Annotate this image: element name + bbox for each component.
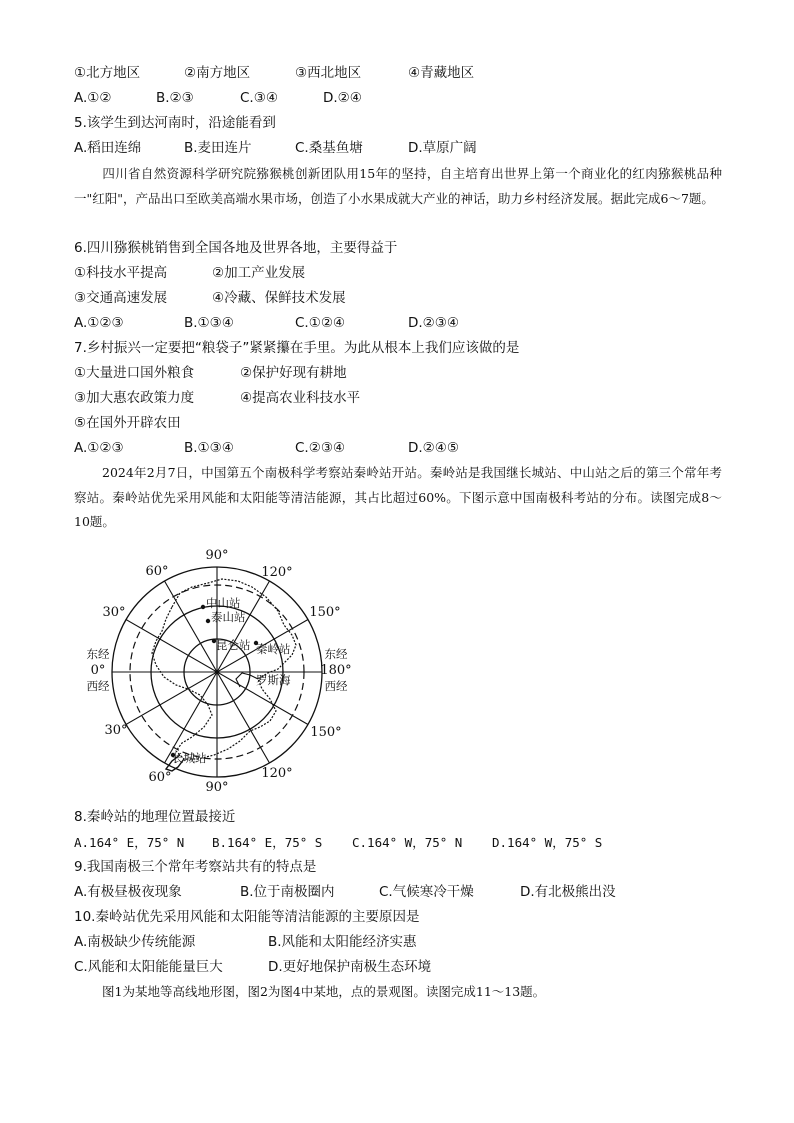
east-label-right: 东经 [324, 647, 348, 661]
lon-label-30-top: 30° [102, 605, 126, 620]
q9-choice-a: A.有极昼极夜现象 [74, 884, 182, 900]
q5-choice-a: A.稻田连绵 [74, 140, 142, 156]
q4-item-2: ②南方地区 [184, 65, 251, 81]
q7-choice-c: C.②③④ [295, 440, 346, 456]
east-label-left: 东经 [86, 647, 110, 661]
q9-choice-c: C.气候寒冷干燥 [379, 884, 474, 900]
q8-choice-c: C.164° W，75° N [352, 835, 463, 850]
taishan-station-label: 泰山站 [211, 610, 246, 624]
q9-stem: 9.我国南极三个常年考察站共有的特点是 [74, 859, 317, 875]
q4-choice-a: A.①② [74, 90, 112, 106]
west-label-right: 西经 [324, 679, 348, 693]
lon-label-60-bottom: 60° [148, 770, 172, 785]
lon-label-0: 0° [90, 663, 106, 678]
q10-choice-b: B.风能和太阳能经济实惠 [268, 934, 417, 950]
q4-choice-d: D.②④ [323, 90, 362, 106]
ross-sea-label: 罗斯海 [256, 673, 291, 687]
q5-stem: 5.该学生到达河南时，沿途能看到 [74, 115, 276, 131]
lon-label-90-bottom: 90° [205, 780, 229, 795]
q7-item-1: ①大量进口国外粮食 [74, 365, 195, 381]
q5-choice-d: D.草原广阔 [408, 140, 477, 156]
q6-item-1: ①科技水平提高 [74, 265, 168, 281]
q6-item-4: ④冷藏、保鲜技术发展 [212, 290, 346, 306]
q9-choice-d: D.有北极熊出没 [520, 884, 616, 900]
q7-item-4: ④提高农业科技水平 [240, 390, 361, 406]
q6-choice-c: C.①②④ [295, 315, 346, 331]
q4-item-1: ①北方地区 [74, 65, 141, 81]
q7-stem: 7.乡村振兴一定要把“粮袋子”紧紧攥在手里。为此从根本上我们应该做的是 [74, 340, 520, 356]
kunlun-station-label: 昆仑站 [216, 638, 251, 652]
q5-choice-b: B.麦田连片 [184, 140, 252, 156]
q6-choice-b: B.①③④ [184, 315, 234, 331]
passage-kiwifruit [74, 162, 722, 211]
q8-choice-b: B.164° E，75° S [212, 835, 323, 850]
zhongshan-station-label: 中山站 [206, 596, 241, 610]
taishan-station-dot [206, 619, 210, 623]
q6-item-3: ③交通高速发展 [74, 290, 168, 306]
q7-item-3: ③加大惠农政策力度 [74, 390, 195, 406]
q7-choice-b: B.①③④ [184, 440, 234, 456]
passage-contour: 图1为某地等高线地形图，图2为图4中某地，点的景观图。读图完成11～13题。 [102, 984, 546, 999]
antarctic-station-map [80, 545, 370, 795]
west-label-left: 西经 [86, 679, 110, 693]
q10-choice-d: D.更好地保护南极生态环境 [268, 959, 432, 975]
q4-choice-b: B.②③ [156, 90, 194, 106]
lon-label-30-bottom: 30° [104, 723, 128, 738]
q6-choice-a: A.①②③ [74, 315, 124, 331]
lon-label-180: 180° [320, 663, 352, 678]
lon-label-90-top: 90° [205, 548, 229, 563]
q9-choice-b: B.位于南极圈内 [240, 884, 335, 900]
q8-choice-d: D.164° W，75° S [492, 835, 603, 850]
q6-choice-d: D.②③④ [408, 315, 459, 331]
qinling-station-label: 秦岭站 [256, 642, 291, 656]
q7-item-5: ⑤在国外开辟农田 [74, 415, 181, 431]
lon-label-150-top: 150° [309, 605, 341, 620]
changcheng-station-label: 长城站 [172, 751, 207, 765]
q8-stem: 8.秦岭站的地理位置最接近 [74, 809, 236, 825]
passage-kiwifruit-text: 四川省自然资源科学研究院猕猴桃创新团队用15年的坚持，自主培育出世界上第一个商业化的红肉猕猴桃品种一"红阳"，产品出口至欧美高端水果市场，创造了小水果成就大产业的神话，助力乡村经济发展。据此完成6～7题。 [74, 166, 722, 206]
q7-choice-a: A.①②③ [74, 440, 124, 456]
passage-antarctic-text: 2024年2月7日，中国第五个南极科学考察站秦岭站开站。秦岭站是我国继长城站、中山站之后的第三个常年考察站。秦岭站优先采用风能和太阳能等清洁能源，其占比超过60%。下图示意中国南极科考站的分布。读图完成8～10题。 [74, 465, 722, 529]
q8-choice-a: A.164° E，75° N [74, 835, 185, 850]
lon-label-60-top: 60° [145, 564, 169, 579]
zhongshan-station-dot [201, 605, 205, 609]
q4-choice-c: C.③④ [240, 90, 278, 106]
passage-antarctic [74, 461, 722, 535]
q10-stem: 10.秦岭站优先采用风能和太阳能等清洁能源的主要原因是 [74, 909, 420, 925]
q10-choice-c: C.风能和太阳能能量巨大 [74, 959, 223, 975]
q6-item-2: ②加工产业发展 [212, 265, 306, 281]
q7-choice-d: D.②④⑤ [408, 440, 459, 456]
lon-label-120-top: 120° [261, 565, 293, 580]
q6-stem: 6.四川猕猴桃销售到全国各地及世界各地，主要得益于 [74, 240, 398, 256]
q10-choice-a: A.南极缺少传统能源 [74, 934, 196, 950]
q5-choice-c: C.桑基鱼塘 [295, 140, 363, 156]
q4-item-4: ④青藏地区 [408, 65, 475, 81]
lon-label-150-bottom: 150° [310, 725, 342, 740]
q4-item-3: ③西北地区 [295, 65, 362, 81]
q7-item-2: ②保护好现有耕地 [240, 365, 347, 381]
lon-label-120-bottom: 120° [261, 766, 293, 781]
